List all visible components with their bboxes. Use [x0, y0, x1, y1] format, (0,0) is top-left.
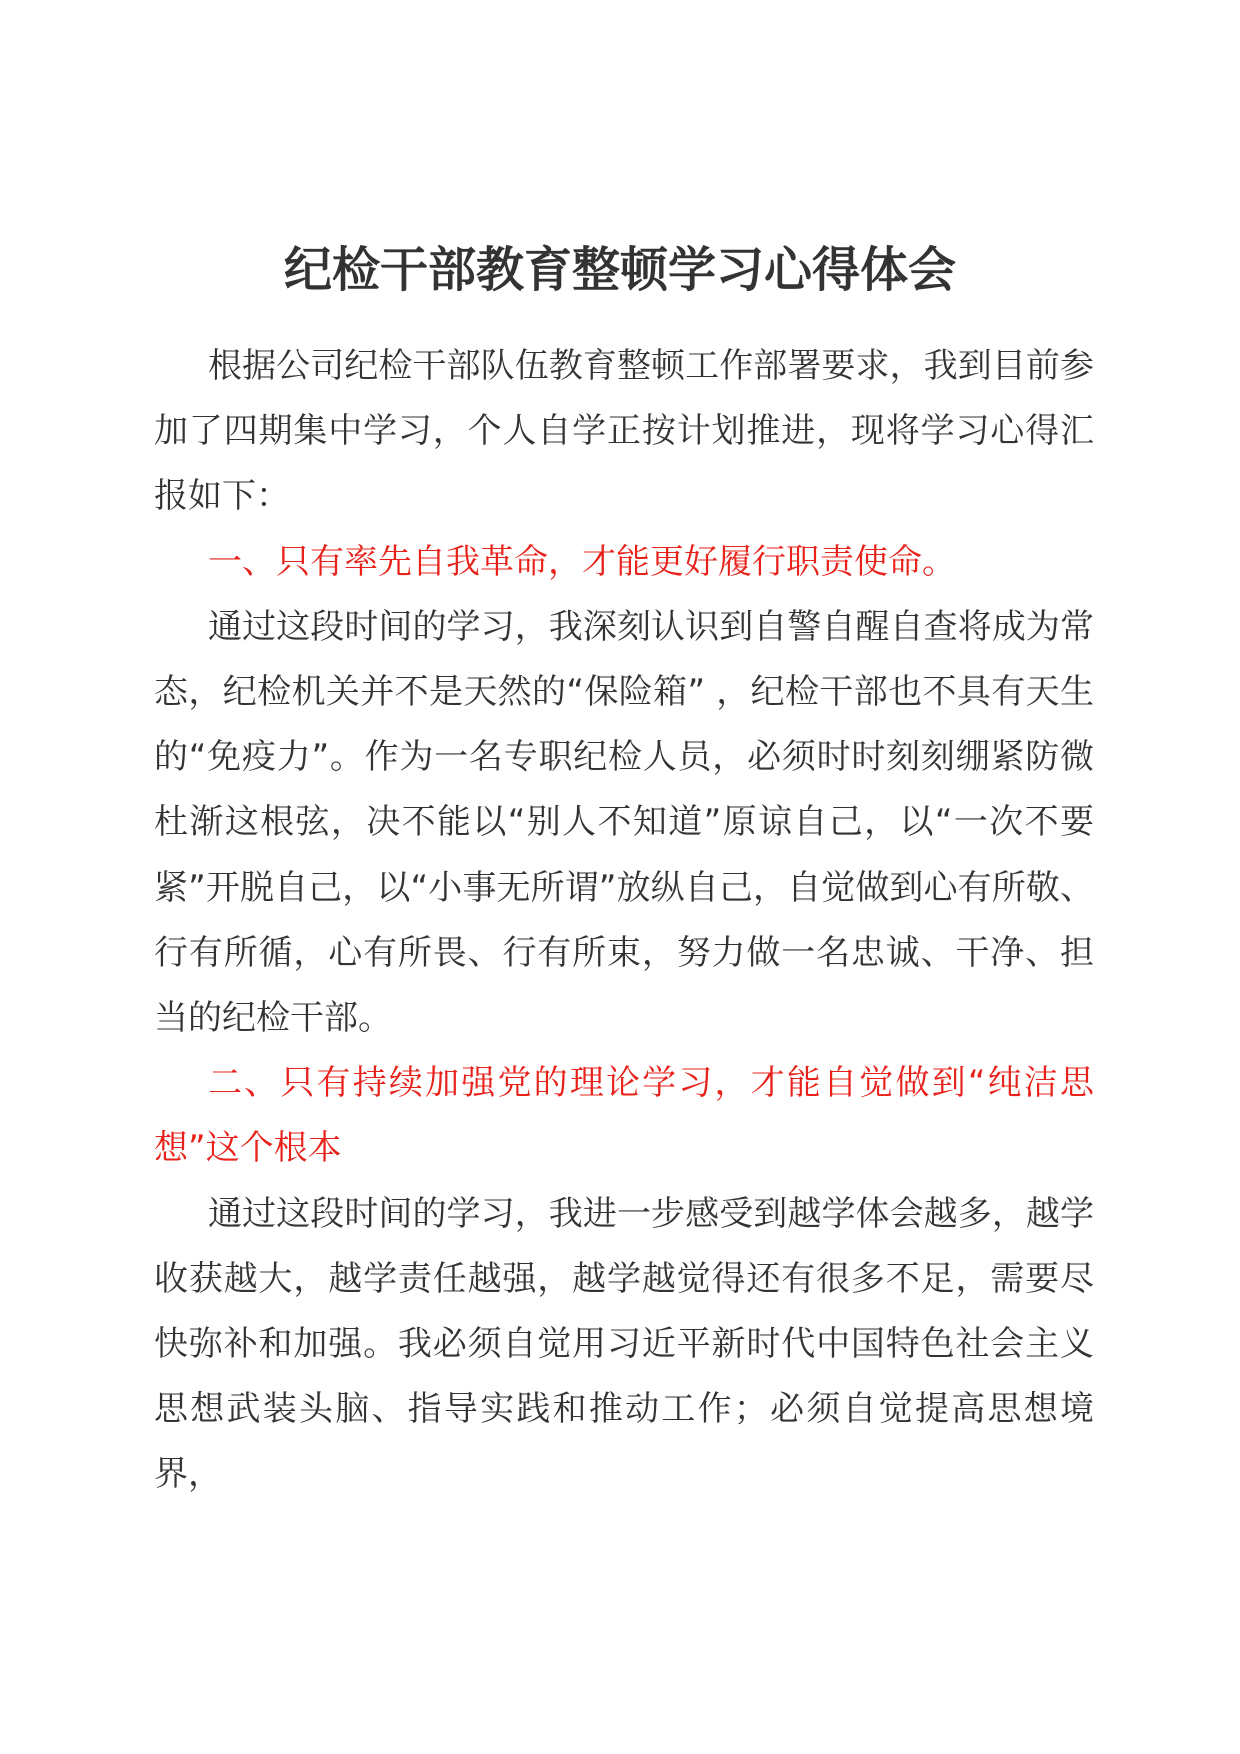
- paragraph-intro: 根据公司纪检干部队伍教育整顿工作部署要求，我到目前参加了四期集中学习，个人自学正按计划推进，现将学习心得汇报如下：: [154, 346, 1094, 517]
- section-heading-1: 一、只有率先自我革命，才能更好履行职责使命。: [208, 541, 956, 582]
- paragraph-section-2: 通过这段时间的学习，我进一步感受到越学体会越多，越学收获越大，越学责任越强，越学越觉得还有很多不足，需要尽快弥补和加强。我必须自觉用习近平新时代中国特色社会主义思想武装头脑、指导实践和推动工作；必须自觉提高思想境界，: [154, 1193, 1094, 1495]
- section-heading-2: 二、只有持续加强党的理论学习，才能自觉做到“纯洁思想”这个根本: [154, 1063, 1094, 1169]
- page-title: 纪检干部教育整顿学习心得体会: [283, 242, 956, 298]
- paragraph-section-1: 通过这段时间的学习，我深刻认识到自警自醒自查将成为常态，纪检机关并不是天然的“保险箱” ，纪检干部也不具有天生的“免疫力”。作为一名专职纪检人员，必须时时刻刻绷紧防微杜渐这根弦，决不能以“别人不知道”原谅自己，以“一次不要紧”开脱自己，以“小事无所谓”放纵自己，自觉做到心有所敬、行有所循，心有所畏、行有所束，努力做一名忠诚、干净、担当的纪检干部。: [154, 606, 1094, 1039]
- document-body: [154, 334, 1094, 1508]
